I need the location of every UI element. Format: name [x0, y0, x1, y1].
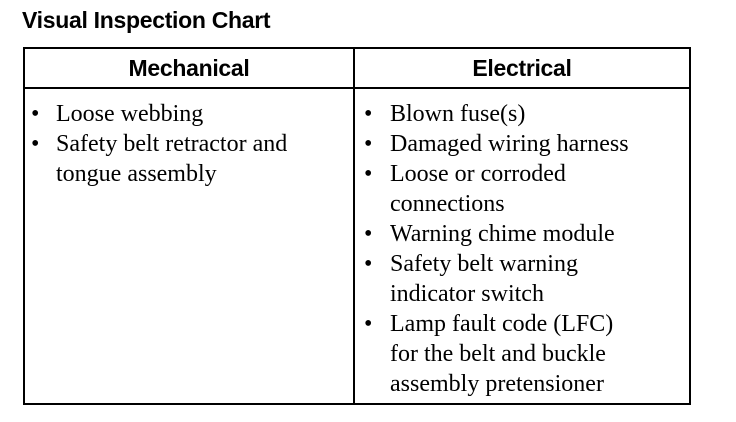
list-item-line: Safety belt retractor and [56, 131, 288, 157]
bullet-icon: • [364, 161, 373, 187]
list-item-line: Damaged wiring harness [390, 131, 629, 157]
list-item-line: Loose or corroded [390, 161, 566, 187]
list-item-line: indicator switch [390, 281, 544, 307]
list-item [355, 309, 689, 399]
electrical-list [355, 89, 689, 399]
bullet-icon: • [364, 311, 373, 337]
bullet-icon: • [364, 131, 373, 157]
list-item [355, 129, 689, 159]
list-item-line: for the belt and buckle [390, 341, 606, 367]
list-item [25, 129, 353, 189]
bullet-icon: • [364, 221, 373, 247]
visual-inspection-table [23, 47, 691, 405]
list-item-line: Blown fuse(s) [390, 101, 526, 127]
list-item-line: Safety belt warning [390, 251, 578, 277]
header-electrical: Electrical [354, 48, 690, 88]
list-item-line: connections [390, 191, 505, 217]
chart-title: Visual Inspection Chart [22, 7, 271, 33]
body-row [24, 88, 690, 404]
list-item [355, 249, 689, 309]
list-item-line: Loose webbing [56, 101, 204, 127]
mechanical-cell [24, 88, 354, 404]
list-item-line: assembly pretensioner [390, 371, 604, 397]
bullet-icon: • [31, 131, 40, 157]
bullet-icon: • [364, 101, 373, 127]
list-item [355, 99, 689, 129]
mechanical-list [25, 89, 353, 189]
header-row [24, 48, 690, 88]
list-item-line: Warning chime module [390, 221, 615, 247]
list-item [25, 99, 353, 129]
list-item [355, 159, 689, 219]
bullet-icon: • [364, 251, 373, 277]
list-item [355, 219, 689, 249]
electrical-cell [354, 88, 690, 404]
bullet-icon: • [31, 101, 40, 127]
list-item-line: Lamp fault code (LFC) [390, 311, 614, 337]
list-item-line: tongue assembly [56, 161, 217, 187]
header-mechanical: Mechanical [24, 48, 354, 88]
